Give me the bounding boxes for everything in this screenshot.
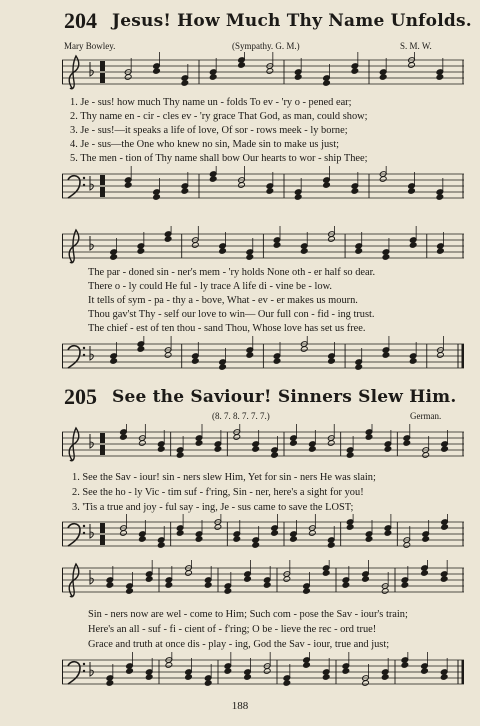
- staff-treble: [62, 52, 464, 94]
- lyric-line: Grace and truth at once dis - play - ing, God the Sav - iour, true and just;: [88, 639, 390, 650]
- lyric-line: 2. Thy name en - cir - cles ev - 'ry grace That God, as man, could show;: [70, 111, 368, 122]
- bass-clef-icon: [68, 346, 85, 368]
- flat-icon: [90, 62, 93, 76]
- lyric-line: The par - doned sin - ner's mem - 'ry holds None oth - er half so dear.: [88, 267, 376, 278]
- staff-bass: [62, 652, 464, 694]
- flat-icon: [90, 434, 93, 448]
- lyric-line: 2. See the ho - ly Vic - tim suf - f'ring, Sin - ner, here's a sight for you!: [72, 487, 364, 498]
- page-number: 188: [231, 700, 249, 712]
- flat-icon: [90, 662, 93, 676]
- hymn-number: 204: [64, 8, 97, 33]
- lyric-line: 3. Je - sus!—it speaks a life of love, Of sor - rows meek - ly borne;: [70, 125, 348, 136]
- lyric-line: 4. Je - sus—the One who knew no sin, Made sin to make us just;: [70, 139, 339, 150]
- meter-tune: (Sympathy. G. M.): [232, 41, 300, 51]
- lyric-line: 1. See the Sav - iour! sin - ners slew Him, Yet for sin - ners He was slain;: [72, 472, 376, 483]
- hymn-title-text: Jesus! How Much Thy Name Unfolds.: [112, 11, 472, 31]
- staff-bass: [62, 336, 464, 378]
- lyric-line: Sin - ners now are wel - come to Him; Such com - pose the Sav - iour's train;: [88, 609, 408, 620]
- bass-clef-icon: [68, 662, 85, 684]
- lyric-line: It tells of sym - pa - thy a - bove, What - ev - er makes us mourn.: [88, 295, 358, 306]
- lyric-line: There o - ly could He ful - ly trace A life di - vine be - low.: [88, 281, 333, 292]
- flat-icon: [90, 524, 93, 538]
- meter-tune: (8. 7. 8. 7. 7. 7.): [212, 411, 270, 421]
- lyric-line: 3. 'Tis a true and joy - ful say - ing, Je - sus came to save the LOST;: [72, 502, 354, 513]
- composer: German.: [410, 411, 442, 421]
- lyric-line: 1. Je - sus! how much Thy name un - folds To ev - 'ry o - pened ear;: [70, 97, 352, 108]
- hymn-205-title: [0, 384, 480, 410]
- lyric-line: Thou gav'st Thy - self our love to win— Our full con - fid - ing trust.: [88, 309, 375, 320]
- bass-clef-icon: [68, 176, 85, 198]
- bass-clef-icon: [68, 524, 85, 546]
- hymn-number: 205: [64, 384, 97, 409]
- lyric-line: The chief - est of ten thou - sand Thou, Whose love has set us free.: [88, 323, 366, 334]
- staff-treble: [62, 560, 464, 602]
- flat-icon: [90, 176, 93, 190]
- lyric-line: Here's an all - suf - fi - cient of - f'ring; O be - lieve the rec - ord true!: [88, 624, 377, 635]
- hymn-204-title: [0, 8, 480, 34]
- staff-bass: [62, 514, 464, 556]
- flat-icon: [90, 346, 93, 360]
- hymn-title-text: See the Saviour! Sinners Slew Him.: [112, 387, 457, 407]
- staff-bass: [62, 166, 464, 208]
- lyric-line: 5. The men - tion of Thy name shall bow Our hearts to wor - ship Thee;: [70, 153, 368, 164]
- flat-icon: [90, 570, 93, 584]
- staff-treble: [62, 424, 464, 466]
- author: Mary Bowley.: [64, 41, 116, 51]
- composer: S. M. W.: [400, 41, 432, 51]
- flat-icon: [90, 236, 93, 250]
- staff-treble: [62, 226, 464, 268]
